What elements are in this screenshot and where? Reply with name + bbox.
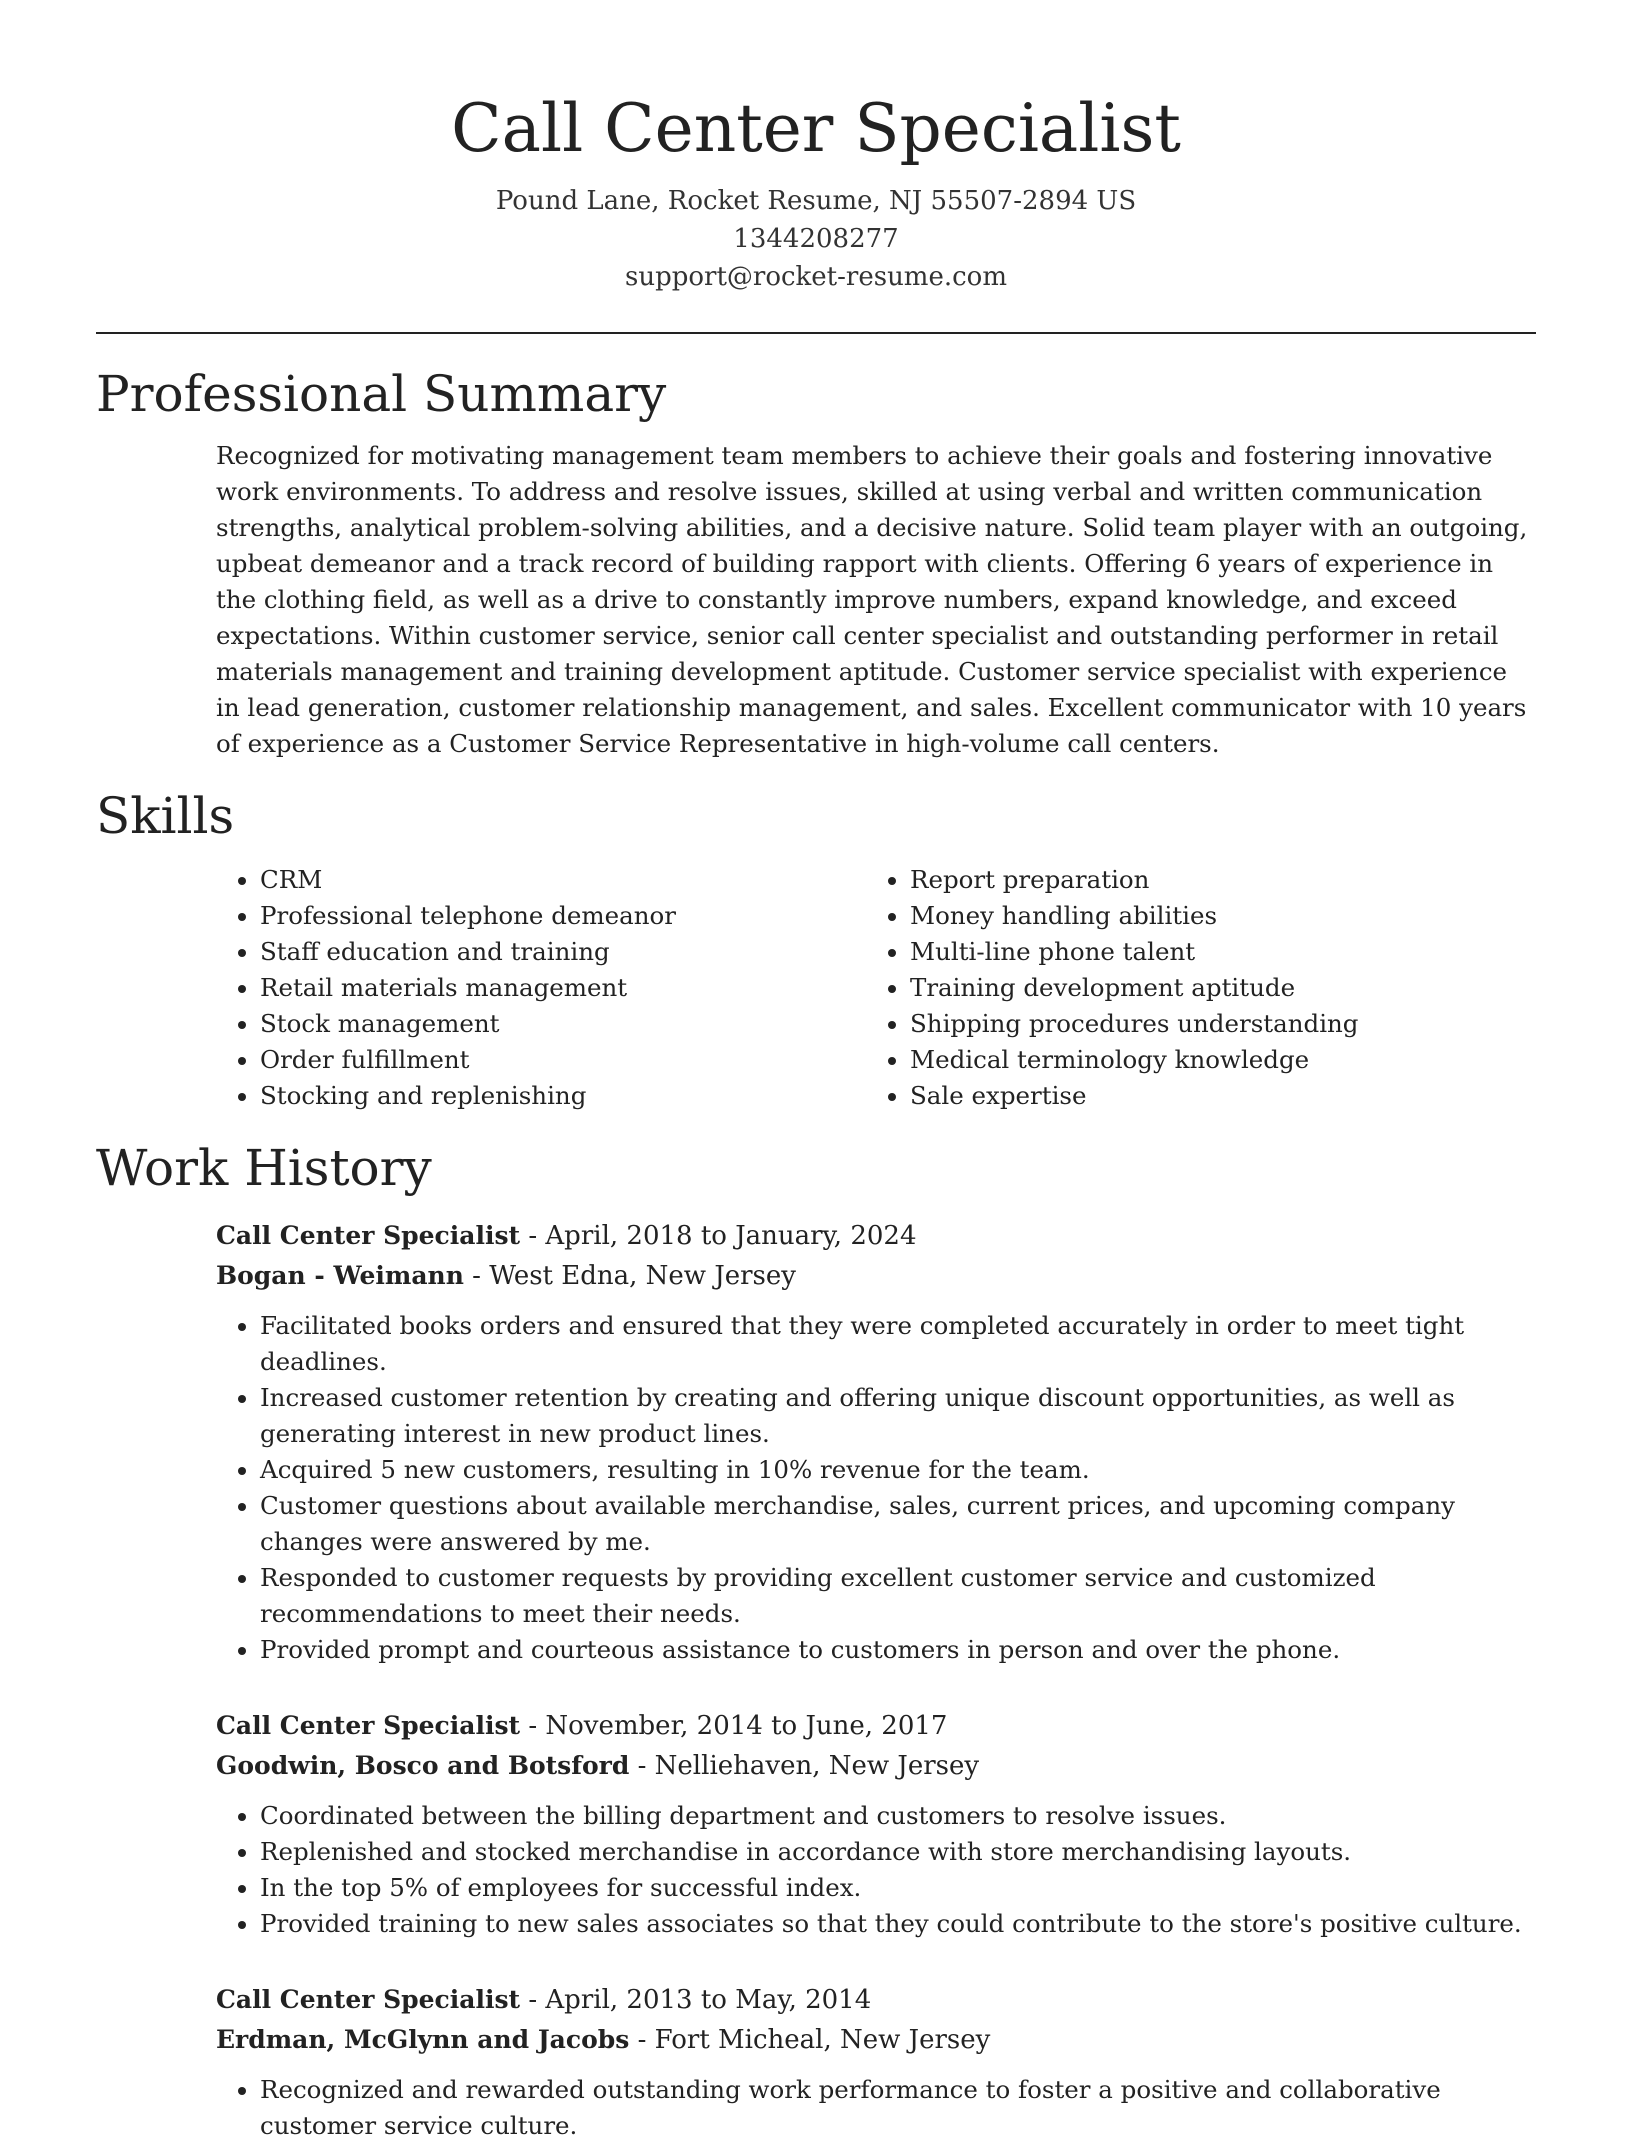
job-dates: April, 2018 to January, 2024 [545,1221,917,1251]
job-company-line: Goodwin, Bosco and Botsford - Nelliehaven, New Jersey [216,1751,980,1781]
job-company: Bogan - Weimann [216,1261,464,1290]
job-company-line: Bogan - Weimann - West Edna, New Jersey [216,1261,796,1291]
skill-item: • Training development aptitude [910,970,1510,1006]
job-title-line: Call Center Specialist - April, 2013 to May, 2014 [216,1985,872,2015]
skills-column-right [866,862,1510,1114]
skill-item: • Report preparation [910,862,1510,898]
job-bullet: • In the top 5% of employees for successful index. [260,1870,1536,1906]
contact-address: Pound Lane, Rocket Resume, NJ 55507-2894 US [495,186,1137,216]
skill-item: • Retail materials management [260,970,866,1006]
job-bullet: • Responded to customer requests by providing excellent customer service and customized recommendations to meet their needs. [260,1560,1536,1632]
job-bullets [216,1308,1536,1668]
job-bullet: • Coordinated between the billing department and customers to resolve issues. [260,1798,1536,1834]
work-history-heading: Work History [96,1139,432,1197]
job-entry [216,1216,1536,1668]
job-title: Call Center Specialist [216,1711,521,1740]
job-entry [216,1980,1536,2144]
job-title: Call Center Specialist [216,1221,521,1250]
skill-item: • CRM [260,862,866,898]
summary-text: Recognized for motivating management team members to achieve their goals and fostering innovative work environments. To address and resolve issues, skilled at using verbal and written communication strengths, analytical problem-solving abilities, and a decisive nature. Solid team player with an outgoing, upbeat demeanor and a track record of building rapport with clients. Offering 6 years of experience in the clothing field, as well as a drive to constantly improve numbers, expand knowledge, and exceed expectations. Within customer service, senior call center specialist and outstanding performer in retail materials management and training development aptitude. Customer service specialist with experience in lead generation, customer relationship management, and sales. Excellent communicator with 10 years of experience as a Customer Service Representative in high-volume call centers. [216,441,1528,758]
contact-phone: 1344208277 [733,224,899,254]
skill-item: • Stocking and replenishing [260,1078,866,1114]
resume-header [96,0,1536,296]
job-location: Nelliehaven, New Jersey [654,1751,980,1781]
job-title-line: Call Center Specialist - April, 2018 to January, 2024 [216,1221,917,1251]
job-location: West Edna, New Jersey [489,1261,796,1291]
skill-item: • Money handling abilities [910,898,1510,934]
skill-item: • Stock management [260,1006,866,1042]
job-dates: November, 2014 to June, 2017 [545,1711,948,1741]
skill-item: • Medical terminology knowledge [910,1042,1510,1078]
skills-section [96,784,1536,1114]
job-title-line: Call Center Specialist - November, 2014 to June, 2017 [216,1711,948,1741]
skill-item: • Order fulfillment [260,1042,866,1078]
skill-item: • Staff education and training [260,934,866,970]
skills-grid [216,862,1536,1114]
job-location: Fort Micheal, New Jersey [654,2025,991,2055]
job-company-line: Erdman, McGlynn and Jacobs - Fort Micheal, New Jersey [216,2025,991,2055]
job-entry [216,1706,1536,1942]
job-bullet: • Customer questions about available merchandise, sales, current prices, and upcoming company changes were answered by me. [260,1488,1536,1560]
job-bullet: • Facilitated books orders and ensured that they were completed accurately in order to meet tight deadlines. [260,1308,1536,1380]
contact-info [96,182,1536,296]
job-bullet: • Acquired 5 new customers, resulting in 10% revenue for the team. [260,1452,1536,1488]
job-bullets [216,1798,1536,1942]
skill-item: • Sale expertise [910,1078,1510,1114]
skills-column-left [216,862,866,1114]
job-bullet: • Recognized and rewarded outstanding work performance to foster a positive and collaborative customer service culture. [260,2072,1536,2144]
work-history-section [96,1136,1536,2144]
skills-heading: Skills [96,787,235,845]
job-bullets [216,2072,1536,2144]
header-divider [96,332,1536,334]
skill-item: • Shipping procedures understanding [910,1006,1510,1042]
job-bullet: • Provided training to new sales associates so that they could contribute to the store's positive culture. [260,1906,1536,1942]
summary-heading: Professional Summary [96,365,667,423]
job-title: Call Center Specialist [216,1985,521,2014]
skill-item: • Multi-line phone talent [910,934,1510,970]
summary-section [96,362,1536,762]
resume-page [96,0,1536,2144]
job-bullet: • Replenished and stocked merchandise in accordance with store merchandising layouts. [260,1834,1536,1870]
contact-email: support@rocket-resume.com [624,262,1007,292]
job-bullet: • Increased customer retention by creating and offering unique discount opportunities, as well as generating interest in new product lines. [260,1380,1536,1452]
job-company: Erdman, McGlynn and Jacobs [216,2025,630,2054]
skill-item: • Professional telephone demeanor [260,898,866,934]
job-dates: April, 2013 to May, 2014 [545,1985,872,2015]
job-bullet: • Provided prompt and courteous assistance to customers in person and over the phone. [260,1632,1536,1668]
candidate-name: Call Center Specialist [451,90,1181,167]
job-company: Goodwin, Bosco and Botsford [216,1751,630,1780]
